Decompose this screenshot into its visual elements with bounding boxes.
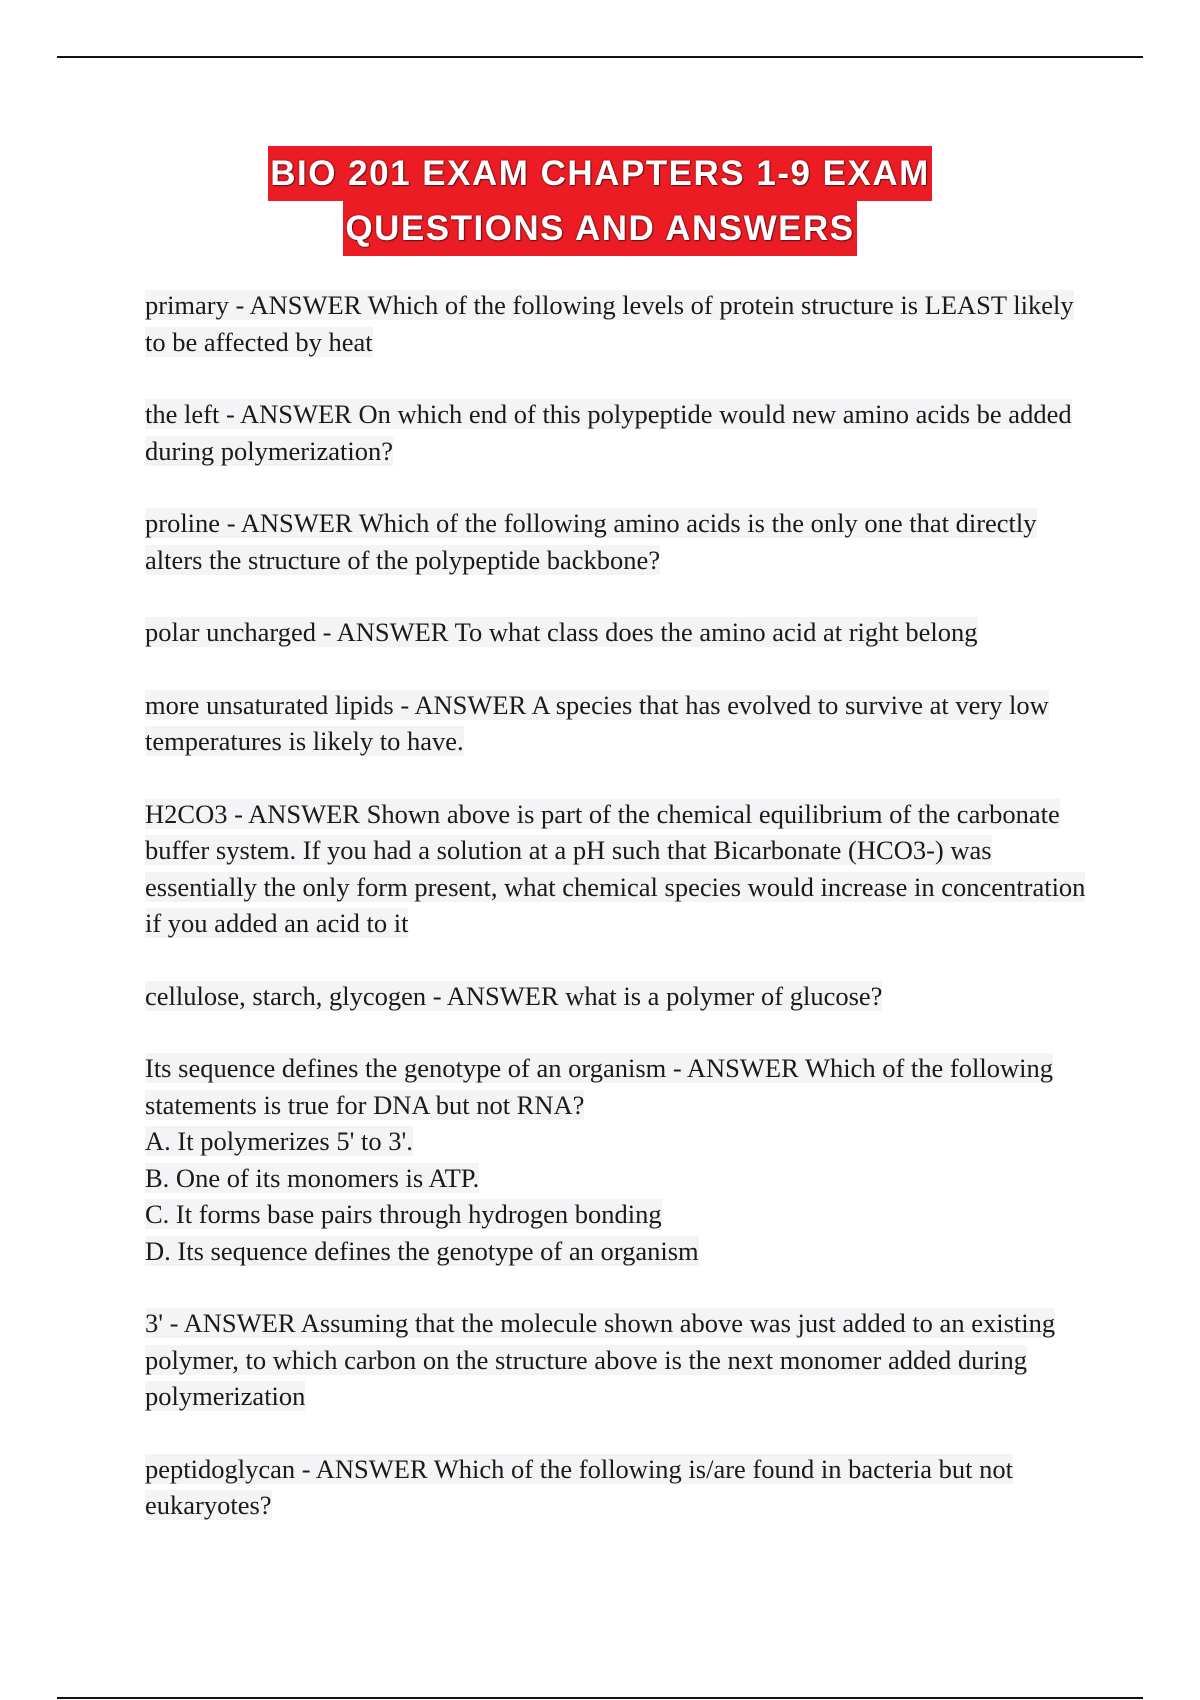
qa-highlight xyxy=(145,981,882,1011)
qa-text xyxy=(145,287,1095,360)
option-text: B. One of its monomers is ATP. xyxy=(145,1162,480,1193)
answer-marker: ANSWER xyxy=(239,399,352,429)
qa-item xyxy=(145,396,1095,469)
separator: - xyxy=(315,617,337,647)
qa-item xyxy=(145,978,1095,1015)
answer-option xyxy=(145,1123,1095,1160)
question-text: Which of the following levels of protein structure is LEAST likely to be affected by heat xyxy=(145,290,1074,357)
qa-text xyxy=(145,396,1095,469)
answer-marker: ANSWER xyxy=(414,689,527,720)
separator: - xyxy=(426,980,447,1011)
answer-text: more unsaturated lipids xyxy=(145,689,394,720)
question-text: A species that has evolved to survive at very low temperatures is likely to have. xyxy=(145,689,1049,756)
qa-text xyxy=(145,796,1095,942)
question-text: Shown above is part of the chemical equilibrium of the carbonate buffer system. If you had a solution at a pH such that Bicarbonate (HCO3-) was essentially the only form present, what chemical species would increase in concentration if you added an acid to it xyxy=(145,798,1086,938)
qa-item xyxy=(145,505,1095,578)
answer-option xyxy=(145,1196,1095,1233)
option-text: C. It forms base pairs through hydrogen bonding xyxy=(145,1199,662,1229)
qa-highlight xyxy=(145,799,1085,939)
separator: - xyxy=(163,1308,184,1338)
document-title xyxy=(0,146,1200,256)
qa-text xyxy=(145,505,1095,578)
qa-highlight xyxy=(145,399,1072,466)
answer-marker: ANSWER xyxy=(240,508,353,538)
qa-item xyxy=(145,287,1095,360)
qa-highlight xyxy=(145,1454,1013,1521)
question-text: Which of the following statements is true for DNA but not RNA? xyxy=(145,1053,1053,1120)
qa-highlight xyxy=(145,290,1074,357)
answer-marker: ANSWER xyxy=(183,1308,296,1338)
top-rule xyxy=(57,56,1143,58)
separator: - xyxy=(220,508,241,538)
bottom-rule xyxy=(57,1697,1143,1699)
qa-item xyxy=(145,1050,1095,1269)
qa-highlight xyxy=(145,508,1037,575)
separator: - xyxy=(219,399,240,429)
qa-item xyxy=(145,614,1095,651)
separator: - xyxy=(666,1053,687,1083)
qa-text xyxy=(145,978,1095,1015)
answer-marker: ANSWER xyxy=(248,798,360,829)
qa-text xyxy=(145,1050,1095,1123)
answer-options xyxy=(145,1123,1095,1269)
qa-item xyxy=(145,687,1095,760)
qa-text xyxy=(145,1305,1095,1415)
answer-marker: ANSWER xyxy=(686,1053,799,1083)
qa-item xyxy=(145,1451,1095,1524)
separator: - xyxy=(228,290,250,320)
question-text: Which of the following amino acids is the only one that directly alters the structure of the polypeptide backbone? xyxy=(145,508,1037,575)
answer-text: peptidoglycan xyxy=(145,1453,296,1484)
qa-text xyxy=(145,1451,1095,1524)
question-text: what is a polymer of glucose? xyxy=(565,980,883,1011)
answer-text: the left xyxy=(145,399,220,429)
qa-text xyxy=(145,614,1095,651)
title-line-2: QUESTIONS AND ANSWERS xyxy=(343,201,856,256)
qa-item xyxy=(145,796,1095,942)
option-text: A. It polymerizes 5' to 3'. xyxy=(145,1126,413,1156)
answer-text: proline xyxy=(145,508,221,538)
qa-item xyxy=(145,1305,1095,1415)
separator: - xyxy=(227,798,249,829)
option-text: D. Its sequence defines the genotype of an organism xyxy=(145,1235,699,1266)
title-line-1: BIO 201 EXAM CHAPTERS 1-9 EXAM xyxy=(268,146,932,201)
spacer xyxy=(360,799,367,829)
separator: - xyxy=(295,1453,316,1484)
answer-text: cellulose, starch, glycogen xyxy=(145,980,427,1011)
answer-option xyxy=(145,1233,1095,1270)
answer-text: polar uncharged xyxy=(145,617,316,647)
qa-highlight xyxy=(145,617,978,647)
qa-highlight xyxy=(145,690,1049,757)
question-text: To what class does the amino acid at right belong xyxy=(454,617,978,647)
question-text: On which end of this polypeptide would new amino acids be added during polymerization? xyxy=(145,399,1072,466)
answer-text: Its sequence defines the genotype of an organism xyxy=(145,1053,667,1083)
qa-highlight xyxy=(145,1308,1055,1411)
question-text: Which of the following is/are found in bacteria but not eukaryotes? xyxy=(145,1453,1013,1520)
answer-text: 3' xyxy=(145,1308,164,1338)
answer-marker: ANSWER xyxy=(446,980,559,1011)
qa-highlight xyxy=(145,1053,1053,1120)
answer-option xyxy=(145,1160,1095,1197)
separator: - xyxy=(393,689,415,720)
qa-list xyxy=(145,287,1095,1560)
qa-text xyxy=(145,687,1095,760)
answer-text: primary xyxy=(145,290,229,320)
answer-text: H2CO3 xyxy=(145,798,228,829)
answer-marker: ANSWER xyxy=(336,617,449,647)
answer-marker: ANSWER xyxy=(249,290,362,320)
answer-marker: ANSWER xyxy=(315,1453,428,1484)
question-text: Assuming that the molecule shown above was just added to an existing polymer, to which carbon on the structure above is the next monomer added during polymerization xyxy=(145,1308,1056,1411)
